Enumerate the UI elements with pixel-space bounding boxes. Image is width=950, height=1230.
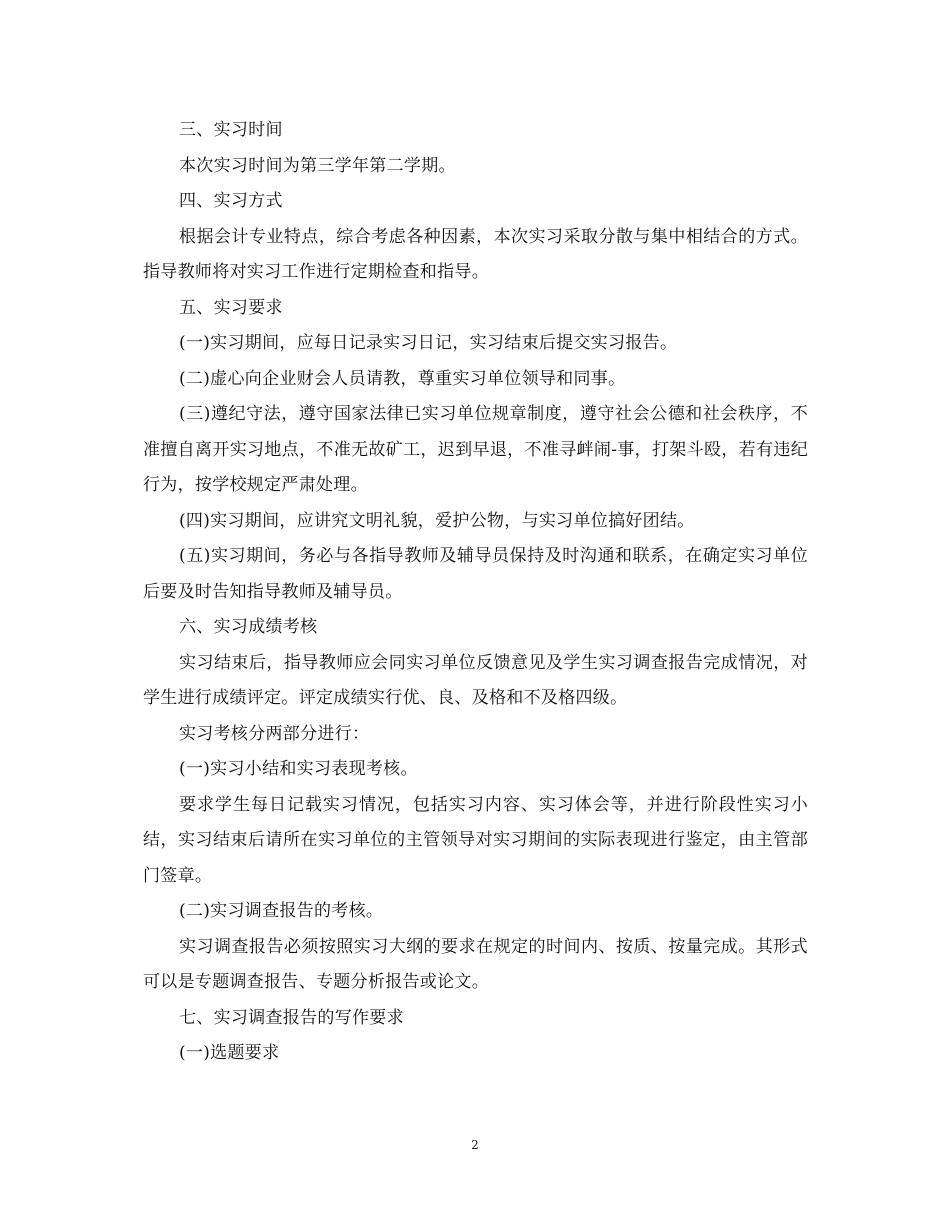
paragraph-internship-time: 本次实习时间为第三学年第二学期。 xyxy=(179,155,456,176)
paragraph-assessment-parts: 实习考核分两部分进行： xyxy=(179,723,370,744)
document-body xyxy=(143,113,808,1072)
assessment-item-2-heading: (二)实习调查报告的考核。 xyxy=(179,901,384,921)
requirement-item-2: (二)虚心向企业财会人员请教，尊重实习单位领导和同事。 xyxy=(179,368,626,389)
assessment-item-2-body: 实习调查报告必须按照实习大纲的要求在规定的时间内、按质、按量完成。其形式可以是专题调查报告、专题分析报告或论文。 xyxy=(143,936,808,992)
report-requirement-item-1: (一)选题要求 xyxy=(179,1043,280,1063)
requirement-item-4: (四)实习期间，应讲究文明礼貌，爱护公物，与实习单位搞好团结。 xyxy=(179,510,695,531)
requirement-item-5: (五)实习期间，务必与各指导教师及辅导员保持及时沟通和联系，在确定实习单位后要及时告知指导教师及辅导员。 xyxy=(143,546,808,602)
requirement-item-1: (一)实习期间，应每日记录实习日记，实习结束后提交实习报告。 xyxy=(179,333,678,353)
assessment-item-1-body: 要求学生每日记载实习情况，包括实习内容、实习体会等，并进行阶段性实习小结，实习结束后请所在实习单位的主管领导对实习期间的实际表现进行鉴定，由主管部门签章。 xyxy=(143,794,808,886)
section-heading-assessment: 六、实习成绩考核 xyxy=(179,617,318,637)
section-heading-report-requirements: 七、实习调查报告的写作要求 xyxy=(179,1007,404,1028)
section-heading-internship-requirements: 五、实习要求 xyxy=(179,297,283,318)
page-number: 2 xyxy=(471,1138,479,1152)
requirement-item-3: (三)遵纪守法，遵守国家法律已实习单位规章制度，遵守社会公德和社会秩序，不准擅自离开实习地点，不准无故矿工，迟到早退，不准寻衅闹-事，打架斗殴，若有违纪行为，按学校规定严肃处理。 xyxy=(143,404,808,495)
section-heading-internship-method: 四、实习方式 xyxy=(179,191,283,211)
paragraph-internship-method: 根据会计专业特点，综合考虑各种因素，本次实习采取分散与集中相结合的方式。指导教师将对实习工作进行定期检查和指导。 xyxy=(143,226,808,282)
paragraph-assessment: 实习结束后，指导教师应会同实习单位反馈意见及学生实习调查报告完成情况，对学生进行成绩评定。评定成绩实行优、良、及格和不及格四级。 xyxy=(143,652,808,708)
section-heading-internship-time: 三、实习时间 xyxy=(179,120,283,140)
assessment-item-1-heading: (一)实习小结和实习表现考核。 xyxy=(179,759,418,779)
